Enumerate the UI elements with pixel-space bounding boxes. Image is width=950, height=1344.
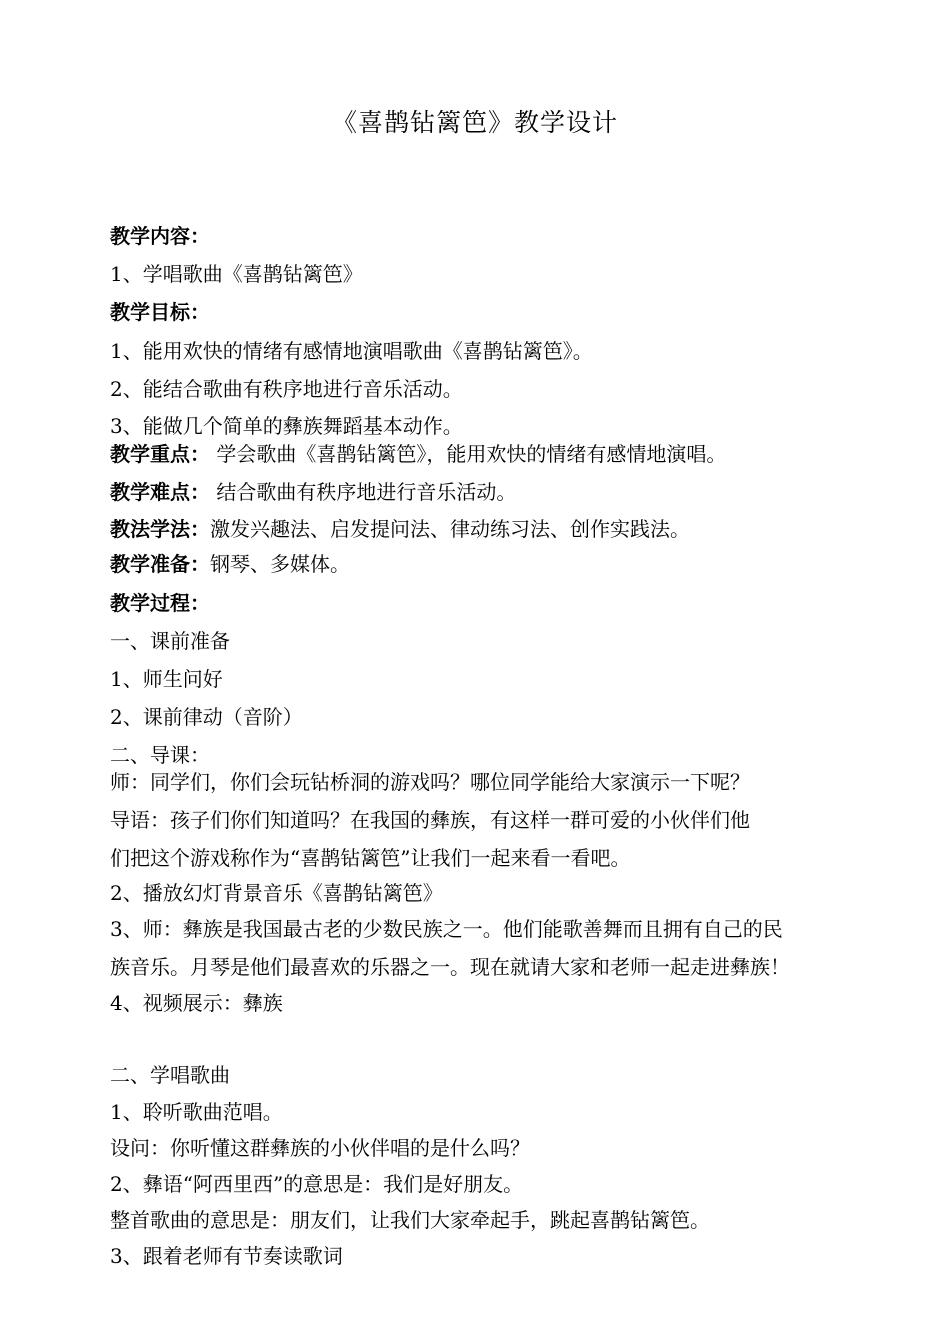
methods-label: 教法学法： [110,517,210,541]
key-point-text: 学会歌曲《喜鹊钻篱笆》，能用欢快的情绪有感情地演唱。 [210,442,727,466]
preparation-text: 钢琴、多媒体。 [210,552,350,576]
process-line: 3、师：彝族是我国最古老的少数民族之一。他们能歌善舞而且拥有自己的民 [110,917,783,941]
content-item: 1、学唱歌曲《喜鹊钻篱笆》 [110,262,363,286]
preparation-line [110,550,850,578]
key-point-label: 教学重点： [110,442,210,466]
process-heading: 教学过程： [110,591,210,615]
process-line: 2、播放幻灯背景音乐《喜鹊钻篱笆》 [110,881,443,905]
process-line: 师：同学们，你们会玩钻桥洞的游戏吗？哪位同学能给大家演示一下呢？ [110,770,750,794]
key-point-line [110,440,850,468]
goals-heading: 教学目标： [110,300,210,324]
goal-item: 1、能用欢快的情绪有感情地演唱歌曲《喜鹊钻篱笆》。 [110,339,593,363]
content-heading: 教学内容： [110,224,210,248]
process-line: 整首歌曲的意思是：朋友们，让我们大家牵起手，跳起喜鹊钻篱笆。 [110,1208,710,1232]
goal-item: 3、能做几个简单的彝族舞蹈基本动作。 [110,414,463,438]
process-line: 2、彝语“阿西里西”的意思是：我们是好朋友。 [110,1172,524,1196]
process-line: 们把这个游戏称作为“喜鹊钻篱笆”让我们一起来看一看吧。 [110,846,631,870]
difficulty-line [110,478,850,506]
process-line: 族音乐。月琴是他们最喜欢的乐器之一。现在就请大家和老师一起走进彝族！ [110,955,790,979]
process-line: 3、跟着老师有节奏读歌词 [110,1244,343,1268]
process-line: 一、课前准备 [110,629,230,653]
methods-line [110,515,850,543]
process-line: 4、视频展示：彝族 [110,991,283,1015]
preparation-label: 教学准备： [110,552,210,576]
difficulty-label: 教学难点： [110,480,210,504]
document-title: 《喜鹊钻篱笆》教学设计 [331,108,618,137]
process-line: 导语：孩子们你们知道吗？在我国的彝族，有这样一群可爱的小伙伴们他 [110,808,750,832]
goal-item: 2、能结合歌曲有秩序地进行音乐活动。 [110,377,463,401]
process-line: 2、课前律动（音阶） [110,705,303,729]
difficulty-text: 结合歌曲有秩序地进行音乐活动。 [210,480,517,504]
process-line: 二、导课： [110,743,210,767]
methods-text: 激发兴趣法、启发提问法、律动练习法、创作实践法。 [210,517,690,541]
process-line: 设问：你听懂这群彝族的小伙伴唱的是什么吗？ [110,1136,530,1160]
process-line: 二、学唱歌曲 [110,1063,230,1087]
process-line: 1、聆听歌曲范唱。 [110,1100,283,1124]
process-line: 1、师生问好 [110,667,223,691]
